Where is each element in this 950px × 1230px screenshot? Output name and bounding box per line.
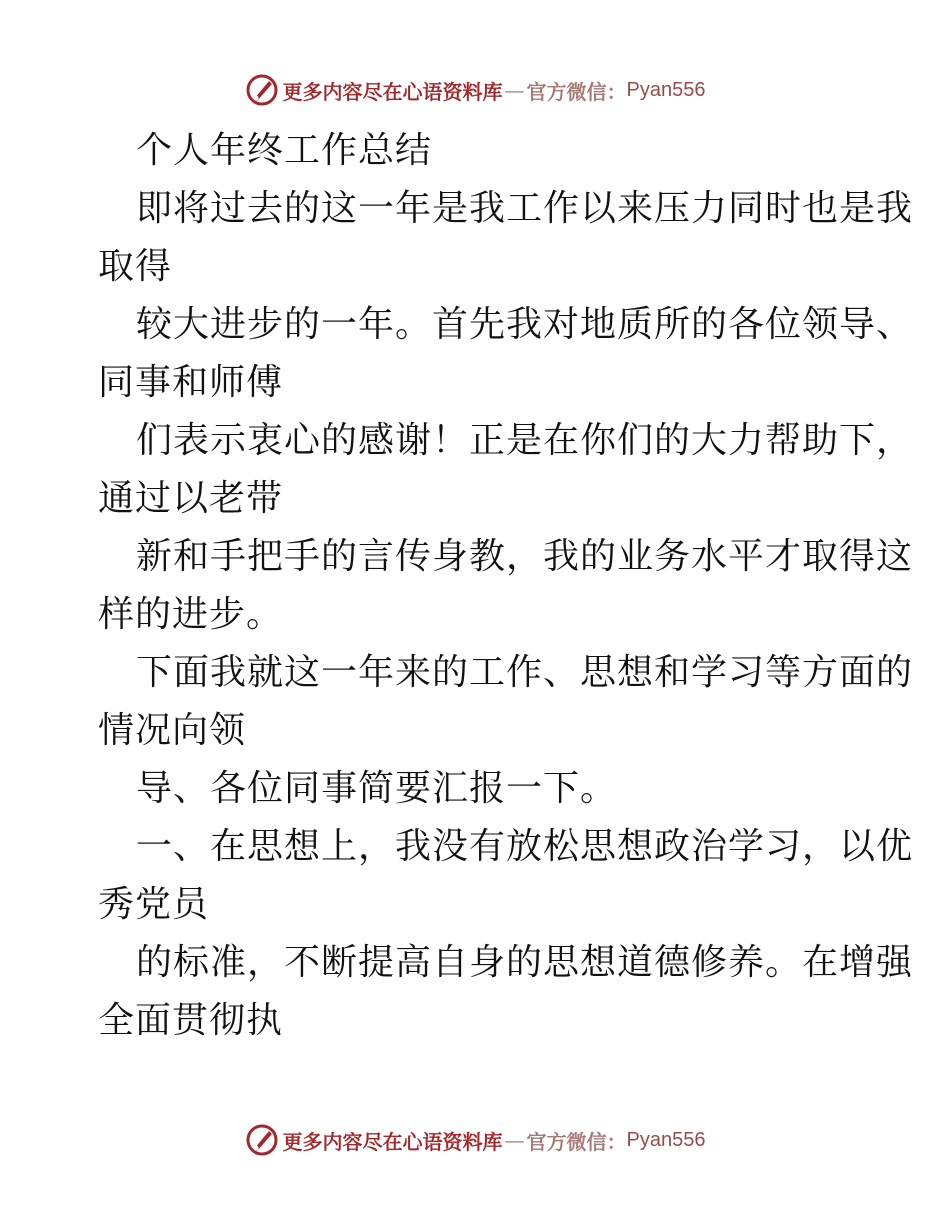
quill-logo-icon	[245, 73, 279, 107]
header-banner	[0, 70, 950, 110]
paragraph-line: 秀党员	[98, 884, 210, 925]
banner-contact-id: Pyan556	[626, 78, 706, 101]
paragraph-line: 一、在思想上，我没有放松思想政治学习，以优	[136, 826, 914, 867]
banner-brand-text: 更多内容尽在心语资料库	[282, 79, 503, 104]
paragraph-line: 较大进步的一年。首先我对地质所的各位领导、	[136, 304, 914, 345]
banner-dash: —	[504, 1128, 525, 1152]
paragraph-line: 样的进步。	[98, 594, 284, 635]
banner-contact-label: 官方微信：	[526, 1129, 627, 1154]
paragraph-line: 们表示衷心的感谢！正是在你们的大力帮助下，	[136, 420, 914, 461]
banner-contact-label: 官方微信：	[526, 79, 627, 104]
footer-banner	[0, 1120, 950, 1160]
banner-brand-text: 更多内容尽在心语资料库	[282, 1129, 503, 1154]
document-body	[98, 122, 914, 1050]
paragraph-line: 全面贯彻执	[98, 1000, 284, 1041]
paragraph-line: 同事和师傅	[98, 362, 284, 403]
paragraph-line: 导、各位同事简要汇报一下。	[136, 768, 618, 809]
banner-dash: —	[504, 78, 525, 102]
paragraph-line: 取得	[98, 246, 173, 287]
banner-contact-id: Pyan556	[626, 1128, 706, 1151]
quill-logo-icon	[245, 1123, 279, 1157]
paragraph-line: 新和手把手的言传身教，我的业务水平才取得这	[136, 536, 914, 577]
paragraph-line: 情况向领	[98, 710, 247, 751]
paragraph-line: 即将过去的这一年是我工作以来压力同时也是我	[136, 188, 914, 229]
paragraph-line: 的标准，不断提高自身的思想道德修养。在增强	[136, 942, 914, 983]
paragraph-line: 下面我就这一年来的工作、思想和学习等方面的	[136, 652, 914, 693]
paragraph-line: 通过以老带	[98, 478, 284, 519]
document-title: 个人年终工作总结	[136, 130, 433, 171]
